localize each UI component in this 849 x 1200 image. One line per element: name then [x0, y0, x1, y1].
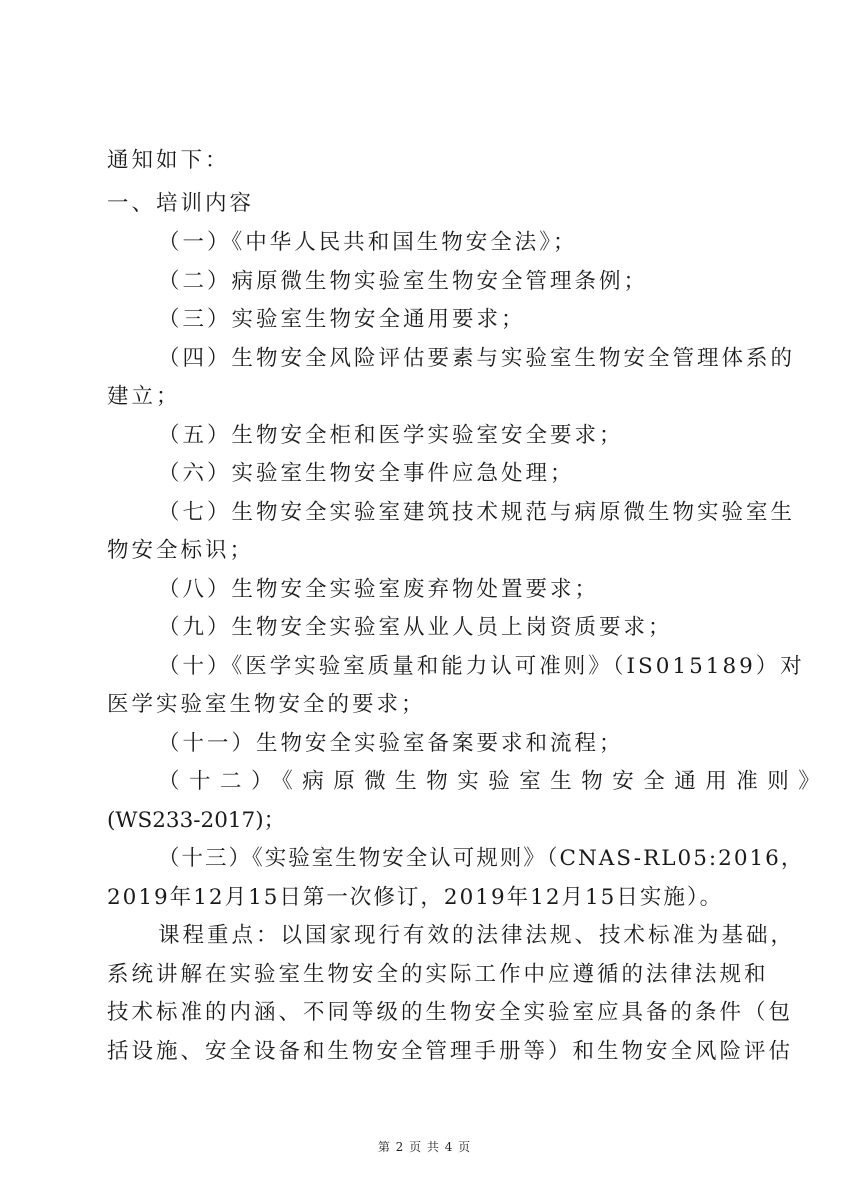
list-item: （四）生物安全风险评估要素与实验室生物安全管理体系的	[158, 346, 796, 371]
list-item: （五）生物安全柜和医学实验室安全要求；	[158, 423, 624, 448]
list-item: （七）生物安全实验室建筑技术规范与病原微生物实验室生	[158, 500, 796, 525]
list-item-continuation: (WS233-2017)；	[107, 808, 286, 833]
list-item: （一）《中华人民共和国生物安全法》；	[158, 230, 578, 255]
list-item-continuation: 建立；	[107, 384, 181, 409]
paragraph-line: 技术标准的内涵、不同等级的生物安全实验室应具备的条件（包	[107, 1000, 794, 1025]
list-item: （十一）生物安全实验室备案要求和流程；	[158, 731, 624, 756]
paragraph-line: 系统讲解在实验室生物安全的实际工作中应遵循的法律法规和	[107, 962, 769, 987]
list-item: （二）病原微生物实验室生物安全管理条例；	[158, 269, 649, 294]
list-item-continuation: 物安全标识；	[107, 538, 255, 563]
paragraph-line: 括设施、安全设备和生物安全管理手册等）和生物安全风险评估	[107, 1039, 794, 1064]
list-item: （三）实验室生物安全通用要求；	[158, 307, 526, 332]
page-number-footer: 第 2 页 共 4 页	[377, 1140, 472, 1154]
list-item: （十三）《实验室生物安全认可规则》（CNAS-RL05:2016，	[158, 846, 805, 871]
paragraph-line: 课程重点：以国家现行有效的法律法规、技术标准为基础，	[158, 923, 796, 948]
list-item: （九）生物安全实验室从业人员上岗资质要求；	[158, 615, 673, 640]
section-heading: 一、培训内容	[107, 191, 255, 216]
list-item: （六）实验室生物安全事件应急处理；	[158, 461, 575, 486]
text-line: 通知如下：	[107, 148, 230, 173]
list-item: （八）生物安全实验室废弃物处置要求；	[158, 577, 600, 602]
list-item-continuation: 2019年12月15日第一次修订，2019年12月15日实施）。	[107, 885, 724, 910]
list-item: （十）《医学实验室质量和能力认可准则》（IS015189）对	[158, 654, 805, 679]
list-item-continuation: 医学实验室生物安全的要求；	[107, 692, 426, 717]
list-item: （十二）《病原微生物实验室生物安全通用准则》	[158, 769, 830, 794]
